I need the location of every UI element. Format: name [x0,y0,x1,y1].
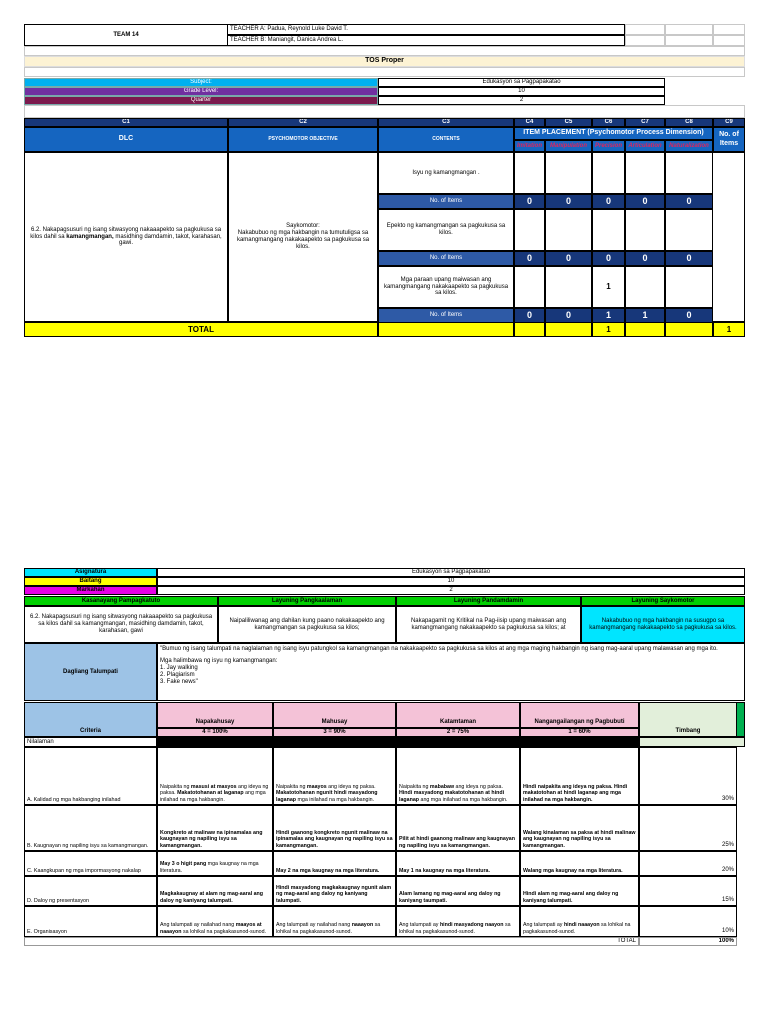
item-cell [625,152,665,194]
total-items: 1 [713,322,745,337]
blank-cell [713,35,745,46]
col-code: C8 [665,118,713,127]
descriptor-text: Alam lamang ng mag-aaral ang daloy ng kaniyang taumpati. [399,891,501,904]
asignatura-label: Asignatura [24,568,157,577]
item-count: 0 [545,308,592,323]
criterion-descriptor [273,805,396,851]
level-name: Katamtaman [396,702,520,728]
no-of-items-label: No. of Items [378,308,514,323]
level-name: Nangangailangan ng Pagbubuti [520,702,639,728]
descriptor-text: Naipakita ng maayos ang ideya ng paksa. Makatotohanan ngunit hindi masyadong laganap mga inilahad na mga hakbangin. [276,783,378,803]
blank-cell [665,24,713,35]
rubric-total-value: 100% [639,937,737,946]
item-count: 0 [545,251,592,266]
dlc-header: DLC [24,127,228,152]
pangkaalaman-header: Layuning Pangkaalaman [218,596,396,606]
criterion-descriptor [157,906,273,937]
team-name: TEAM 14 [24,24,228,46]
quarter-label: Quarter [24,96,378,105]
total-value [545,322,592,337]
item-cell [592,209,625,251]
criterion-descriptor [157,747,273,805]
no-of-items-label: No. of Items [378,251,514,266]
item-count: 0 [514,251,545,266]
criterion-weight: 20% [639,851,737,876]
criterion-name: B. Kaugnayan ng napiling isyu sa kamangmangan. [24,805,157,851]
descriptor-text: Ang talumpati ay hindi masyadong naayon sa lohikal na pagkakasunod-sunod. [399,922,511,935]
pandamdamin-text: Nakapagamit ng Kritikal na Pag-iisip upang maiwasan ang kamangmangang nakakaapekto sa pagkukusa sa kilos; at [396,606,581,643]
descriptor-text: Hindi masyadong magkakaugnay ngunit alam ng mag-aaral ang daloy ng kaniyang talumpati. [276,884,392,904]
level-score: 1 = 60% [520,728,639,737]
markahan-label: Markahan [24,586,157,595]
col-code: C4 [514,118,545,127]
descriptor-text: Ang talumpati ay nailahad nang naaayon sa lohikal na pagkakasunod-sunod. [276,922,381,935]
baitang-value: 10 [157,577,745,586]
pangkaalaman-text: Naipaliliwanag ang dahilan kung paano nakakaapekto ang kamangmangan sa pagkukusa sa kilos; [218,606,396,643]
item-cell [514,152,545,194]
objective-text: Nakabubuo ng mga hakbangin na tumutuligsa sa kamangmangang nakakaapekto sa pagkukusa sa kilos. [236,230,370,250]
level-precision: Precision [592,140,625,152]
total-value [625,322,665,337]
task-description [157,643,745,701]
saykomotor-text: Nakabubuo ng mga hakbangin na susugpo sa kamangmangang nakakaapekto sa pagkukusa sa kilos. [581,606,745,643]
task-example: 2. Plagiarism [160,671,195,678]
item-count: 0 [545,194,592,209]
descriptor-text: Hindi alam ng mag-aaral ang daloy ng kaniyang talumpati. [523,891,619,904]
col-code: C7 [625,118,665,127]
item-cell [625,209,665,251]
item-cell [514,209,545,251]
descriptor-text: Naipakita ng masusi at masyos ang ideya ng paksa. Makatotohanan at laganap ang mga inilahad na mga hakbangin. [160,783,269,803]
criterion-descriptor [396,876,520,906]
objective-label: Saykomotor: [286,223,320,230]
criteria-header: Criteria [24,702,157,737]
grade-value: 10 [378,87,665,96]
level-name: Napakahusay [157,702,273,728]
criterion-name: C. Kaangkupan ng mga impormasyong nakalap [24,851,157,876]
dlc-text [24,152,228,322]
criterion-weight: 15% [639,876,737,906]
criterion-descriptor [520,851,639,876]
objective-cell [228,152,378,322]
task-examples-title: Mga halimbawa ng isyu ng kamangmangan: [160,657,278,664]
item-placement-header: ITEM PLACEMENT (Psychomotor Process Dimension) [514,127,713,140]
col-code: C5 [545,118,592,127]
item-cell [545,266,592,308]
descriptor-text: Walang kinalaman sa paksa at hindi malinaw ang kaugnayan ng napiling isyu sa kamangmangan. [523,829,636,849]
total-value [514,322,545,337]
task-text: "Bumuo ng isang talumpati na naglalaman ng isang isyu patungkol sa kamangmangan na nakakaapekto sa pagkukusa sa kilos at ang mga maging hakbangin ng isang mag-aaral upang malawasan ang mga ito. [160,646,718,652]
col-code: C2 [228,118,378,127]
level-manipulation: Manipulation [545,140,592,152]
criterion-descriptor [273,876,396,906]
item-count: 0 [665,194,713,209]
grade-label: Grade Level: [24,87,378,96]
criterion-weight: 10% [639,906,737,937]
item-cell [514,266,545,308]
item-cell [592,152,625,194]
item-count: 0 [665,308,713,323]
descriptor-text: May 1 na kaugnay na mga literatura. [399,867,490,874]
dlc-keyword: kamangmangan, [66,233,114,240]
criterion-descriptor [273,851,396,876]
content-text: Epekto ng kamangmangan sa pagkukusa sa kilos. [378,209,514,251]
item-count: 0 [592,251,625,266]
item-count: 0 [625,251,665,266]
descriptor-text: Walang mga kaugnay na mga literatura. [523,867,623,874]
criterion-name: D. Daloy ng presentasyon [24,876,157,906]
content-text: Isyu ng kamangmangan . [378,152,514,194]
descriptor-text: May 3 o higit pang mga kaugnay na mga literatura. [160,861,259,874]
descriptor-text: Ang talumpati ay hindi naaayon sa lohikal na pagkakasunod-sunod. [523,922,631,935]
criterion-descriptor [157,805,273,851]
criterion-descriptor [273,747,396,805]
blank-cell [665,35,713,46]
baitang-label: Baitang [24,577,157,586]
kasanayan-text: 6.2. Nakapagsusuri ng isang sitwasyong nakaaapekto sa pagkukusa sa kilos dahil sa kamangmangan, masidhing damdamin, takot, karahasan, gawi [24,606,218,643]
criterion-descriptor [157,851,273,876]
spacer-row [24,67,745,77]
asignatura-value: Edukasyon sa Pagpapakatao [157,568,745,577]
criterion-descriptor [520,876,639,906]
item-count: 1 [625,308,665,323]
rubric-total-label: TOTAL [24,937,639,946]
level-score: 3 = 90% [273,728,396,737]
item-count: 0 [514,194,545,209]
item-cell [665,152,713,194]
level-naturalization: Naturalization [665,140,713,152]
contents-header: CONTENTS [378,127,514,152]
item-cell [545,152,592,194]
quarter-value: 2 [378,96,665,105]
descriptor-text: Naipakita ng mababaw ang ideya ng paksa. Hindi masyadong makatotohanan at hindi laganap ang mga inilahad na mga hakbangin. [399,783,508,803]
criterion-descriptor [396,906,520,937]
teacher-b: TEACHER B: Maniangit, Danica Andrea L. [227,35,625,46]
blank-cell [625,24,665,35]
criterion-descriptor [273,906,396,937]
task-label: Dagliang Talumpati [24,643,157,701]
col-code: C9 [713,118,745,127]
spacer-row [24,105,745,118]
col-code: C3 [378,118,514,127]
descriptor-text: May 2 na mga kaugnay na mga literatura. [276,867,380,874]
item-count: 0 [665,251,713,266]
pandamdamin-header: Layuning Pandamdamin [396,596,581,606]
total-blank [378,322,514,337]
items-column [713,152,745,322]
item-cell: 1 [592,266,625,308]
task-example: 1. Jay walking [160,664,198,671]
level-name: Mahusay [273,702,396,728]
descriptor-text: Magkakaugnay at alam ng mag-aaral ang daloy ng kaniyang talumpati. [160,891,264,904]
col-code: C6 [592,118,625,127]
criterion-descriptor [157,876,273,906]
criterion-weight: 25% [639,805,737,851]
criterion-descriptor [520,747,639,805]
subject-label: Subject: [24,78,378,87]
tos-title: TOS Proper [24,56,745,67]
subject-value: Edukasyon sa Pagpapakatao [378,78,665,87]
no-of-items-header: No. of Items [713,127,745,152]
dlc-competency: 6.2. Nakapagsusuri ng isang sitwasyong nakaaapekto sa pagkukusa sa kilos dahil sa kamangmangan, masidhing damdamin, takot, karahasan, gawi. [30,226,222,247]
teacher-a: TEACHER A: Padua, Reynold Luke David T. [227,24,625,35]
item-count: 0 [592,194,625,209]
descriptor-text: Hindi gaanong kongkreto ngunit malinaw na ipinamalas ang kaugnayan ng napiling isyu sa kamangmangan. [276,829,393,849]
level-score: 4 = 100% [157,728,273,737]
criterion-descriptor [396,747,520,805]
item-cell [545,209,592,251]
item-count: 0 [625,194,665,209]
task-example: 3. Fake news" [160,678,198,685]
weight-header: Timbang [639,702,737,737]
item-cell [665,209,713,251]
item-count: 0 [514,308,545,323]
criterion-name: E. Organisasyon [24,906,157,937]
descriptor-text: Kongkreto at malinaw na ipinamalas ang kaugnayan ng napiling isyu sa kamangmangan. [160,829,263,849]
item-cell [665,266,713,308]
criterion-name: A. Kalidad ng mga hakbanging inilahad [24,747,157,805]
black-bar [157,737,639,747]
saykomotor-header: Layuning Saykomotor [581,596,745,606]
criterion-descriptor [520,906,639,937]
criterion-weight: 30% [639,747,737,805]
content-text: Mga paraan upang maiwasan ang kamangmangang nakakaapekto sa pagkukusa sa kilos. [378,266,514,308]
item-count: 1 [592,308,625,323]
total-value: 1 [592,322,625,337]
kasanayan-header: Kasanayang Pampagkatuto [24,596,218,606]
descriptor-text: Pilit at hindi gaanong malinaw ang kaugnayan ng napiling isyu sa kamangmangan. [399,836,515,849]
criterion-descriptor [520,805,639,851]
total-label: TOTAL [24,322,378,337]
level-imitation: Imitation [514,140,545,152]
weight-spacer [639,737,745,747]
criterion-descriptor [396,851,520,876]
level-articulation: Articulation [625,140,665,152]
no-of-items-label: No. of Items [378,194,514,209]
col-code: C1 [24,118,228,127]
descriptor-text: Hindi naipakita ang ideya ng paksa. Hindi makatotohan at hindi laganap ang mga inilahad na mga hakbangin. [523,783,628,803]
level-score: 2 = 75% [396,728,520,737]
nilalaman-label: Nilalaman [24,737,157,747]
markahan-value: 2 [157,586,745,595]
blank-cell [713,24,745,35]
accent-strip [737,702,745,737]
descriptor-text: Ang talumpati ay nailahad nang maayos at naaayon sa lohikal na pagkakasunod-sunod. [160,922,267,935]
criterion-descriptor [396,805,520,851]
total-value [665,322,713,337]
blank-cell [625,35,665,46]
spacer-row [24,46,745,56]
objective-header: PSYCHOMOTOR OBJECTIVE [228,127,378,152]
item-cell [625,266,665,308]
